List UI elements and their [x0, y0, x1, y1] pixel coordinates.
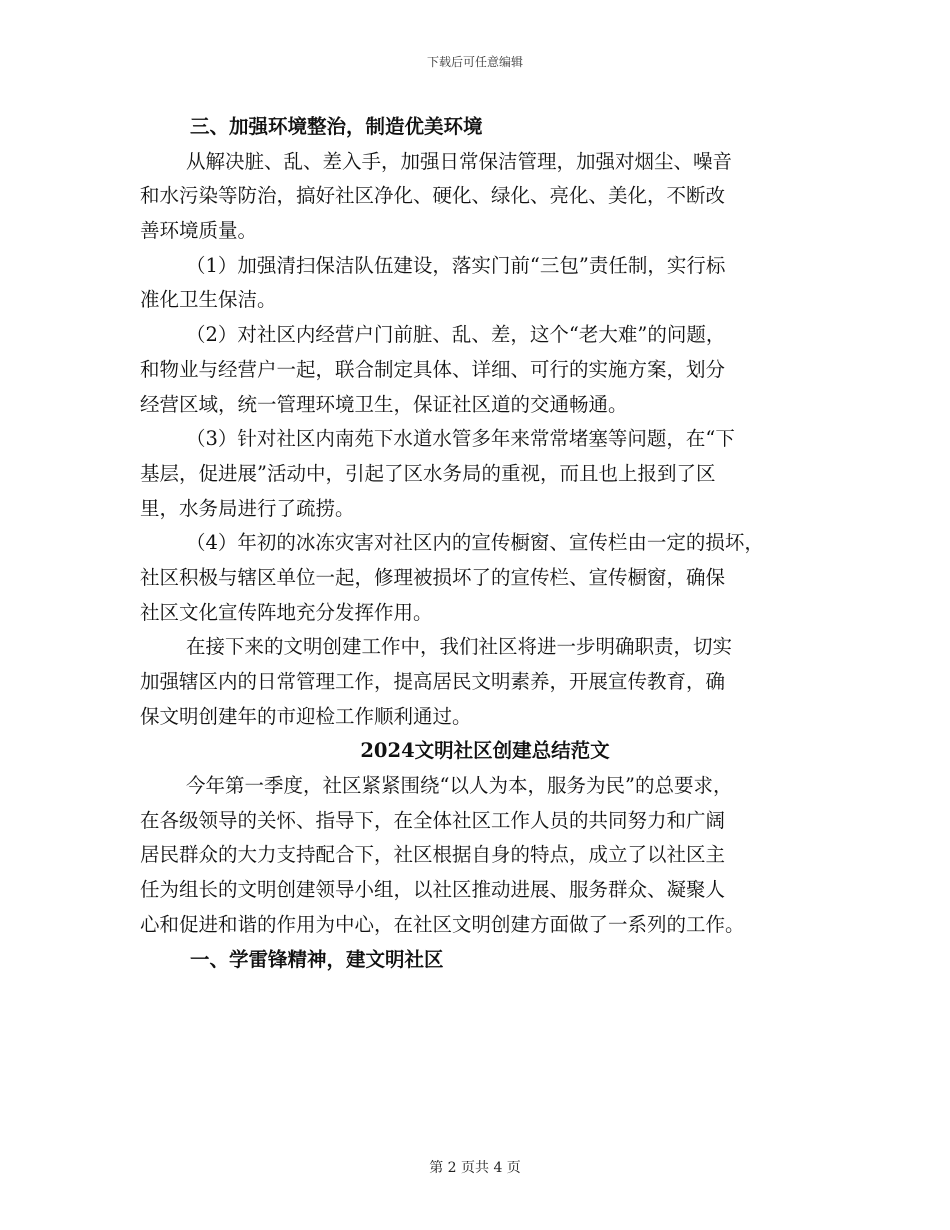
- paragraph-line: 任为组长的文明创建领导小组，以社区推动进展、服务群众、凝聚人: [140, 878, 726, 902]
- paragraph-line: 里，水务局进行了疏捞。: [140, 496, 355, 520]
- paragraph-line: 在各级领导的关怀、指导下，在全体社区工作人员的共同努力和广阔: [140, 808, 726, 832]
- paragraph-line: （3）针对社区内南苑下水道水管多年来常常堵塞等问题，在“下: [186, 427, 735, 451]
- paragraph-line: 经营区域，统一管理环境卫生，保证社区道的交通畅通。: [140, 392, 628, 416]
- paragraph-line: 心和促进和谐的作用为中心，在社区文明创建方面做了一系列的工作。: [140, 912, 745, 936]
- paragraph-line: （1）加强清扫保洁队伍建设，落实门前“三包”责任制，实行标: [186, 253, 726, 277]
- page-header: 下载后可任意编辑: [426, 55, 523, 69]
- paragraph-line: 从解决脏、乱、差入手，加强日常保洁管理，加强对烟尘、噪音: [186, 149, 733, 173]
- section-heading: 2024文明社区创建总结范文: [360, 739, 610, 763]
- paragraph-line: 居民群众的大力支持配合下，社区根据自身的特点，成立了以社区主: [140, 843, 726, 867]
- paragraph-line: 社区文化宣传阵地充分发挥作用。: [140, 600, 433, 624]
- paragraph-line: 和物业与经营户一起，联合制定具体、详细、可行的实施方案，划分: [140, 357, 726, 381]
- section-heading: 一、学雷锋精神，建文明社区: [190, 947, 444, 971]
- document-body: [140, 110, 830, 977]
- paragraph-line: 和水污染等防治，搞好社区净化、硬化、绿化、亮化、美化，不断改: [140, 184, 726, 208]
- paragraph-line: （4）年初的冰冻灾害对社区内的宣传橱窗、宣传栏由一定的损坏，: [186, 531, 764, 555]
- paragraph-line: 准化卫生保洁。: [140, 288, 277, 312]
- page-footer: 第 2 页共 4 页: [429, 1160, 521, 1176]
- paragraph-line: 今年第一季度，社区紧紧围绕“以人为本，服务为民”的总要求，: [186, 774, 733, 798]
- paragraph-line: 社区积极与辖区单位一起，修理被损坏了的宣传栏、宣传橱窗，确保: [140, 565, 726, 589]
- paragraph-line: 善环境质量。: [140, 219, 258, 243]
- paragraph-line: 保文明创建年的市迎检工作顺利通过。: [140, 704, 472, 728]
- paragraph-line: 加强辖区内的日常管理工作，提高居民文明素养，开展宣传教育，确: [140, 670, 726, 693]
- paragraph-line: 基层，促进展”活动中，引起了区水务局的重视，而且也上报到了区: [140, 461, 716, 485]
- section-heading: 三、加强环境整治，制造优美环境: [190, 115, 483, 138]
- paragraph-line: 在接下来的文明创建工作中，我们社区将进一步明确职责，切实: [186, 635, 733, 659]
- paragraph-line: （2）对社区内经营户门前脏、乱、差，这个“老大难”的问题，: [186, 323, 726, 347]
